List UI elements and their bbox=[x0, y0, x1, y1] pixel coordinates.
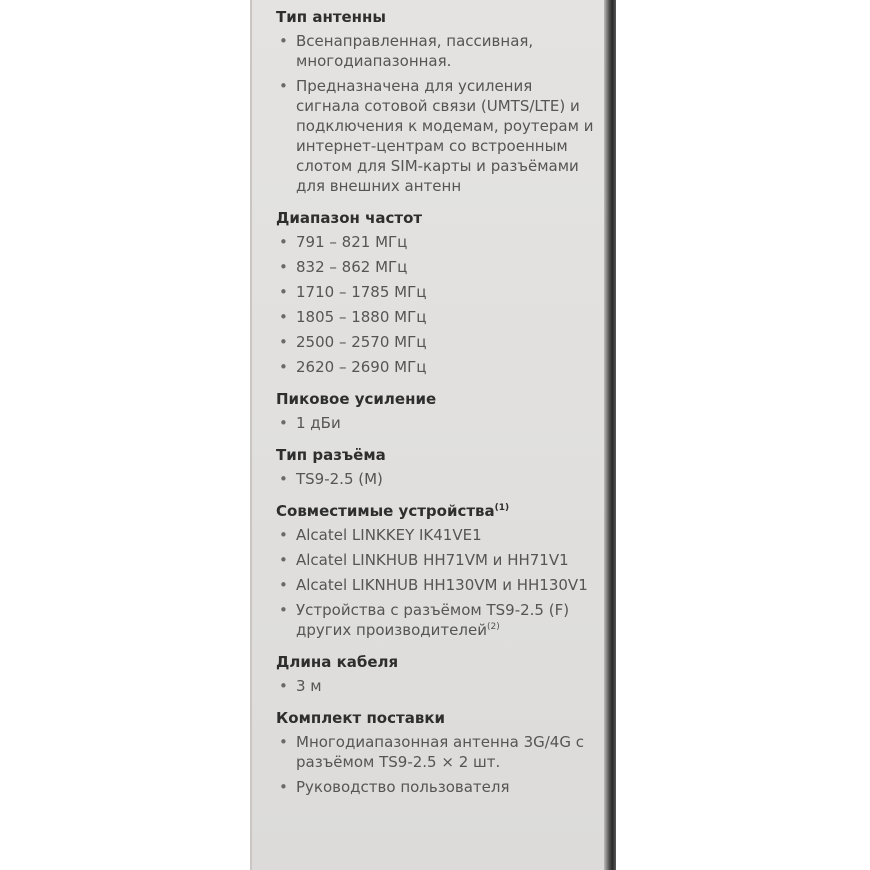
item-text: Руководство пользователя bbox=[296, 778, 510, 796]
bullet-icon: • bbox=[279, 526, 288, 544]
item-text: 832 – 862 МГц bbox=[296, 258, 408, 276]
list-item bbox=[276, 575, 596, 595]
box-corner-edge bbox=[604, 0, 616, 870]
list-item bbox=[276, 469, 596, 489]
list-item bbox=[276, 525, 596, 545]
section-heading: Тип антенны bbox=[276, 8, 386, 26]
section-peak-gain bbox=[276, 390, 596, 433]
list-item bbox=[276, 676, 596, 696]
list-item bbox=[276, 31, 596, 71]
item-text: 1710 – 1785 МГц bbox=[296, 283, 427, 301]
item-text: Устройства с разъёмом TS9-2.5 (F) других производителей bbox=[296, 601, 570, 639]
list-item bbox=[276, 332, 596, 352]
footnote-marker: (2) bbox=[486, 622, 500, 632]
bullet-icon: • bbox=[279, 258, 288, 276]
section-heading: Диапазон частот bbox=[276, 209, 423, 227]
list-item bbox=[276, 76, 596, 196]
item-list bbox=[276, 676, 596, 696]
bullet-icon: • bbox=[279, 77, 288, 95]
bullet-icon: • bbox=[279, 333, 288, 351]
footnote-marker: (1) bbox=[494, 503, 510, 513]
bullet-icon: • bbox=[279, 308, 288, 326]
bullet-icon: • bbox=[279, 32, 288, 50]
list-item bbox=[276, 307, 596, 327]
background bbox=[616, 0, 870, 870]
list-item bbox=[276, 282, 596, 302]
section-heading bbox=[276, 502, 596, 521]
item-text: 2620 – 2690 МГц bbox=[296, 358, 427, 376]
item-text: Всенаправленная, пассивная, многодиапазонная. bbox=[296, 32, 534, 70]
section-heading: Комплект поставки bbox=[276, 709, 446, 727]
bullet-icon: • bbox=[279, 677, 288, 695]
list-item bbox=[276, 232, 596, 252]
item-list bbox=[276, 232, 596, 377]
item-text: Alcatel LINKHUB HH71VM и HH71V1 bbox=[296, 551, 569, 569]
bullet-icon: • bbox=[279, 733, 288, 751]
item-list bbox=[276, 525, 596, 640]
item-text: 1805 – 1880 МГц bbox=[296, 308, 427, 326]
list-item bbox=[276, 600, 596, 640]
section-frequency-range bbox=[276, 209, 596, 377]
list-item bbox=[276, 732, 596, 772]
item-list bbox=[276, 413, 596, 433]
item-text: TS9-2.5 (M) bbox=[296, 470, 383, 488]
bullet-icon: • bbox=[279, 470, 288, 488]
section-package-contents bbox=[276, 709, 596, 797]
heading-text: Совместимые устройства bbox=[276, 502, 495, 520]
bullet-icon: • bbox=[279, 414, 288, 432]
spec-list bbox=[276, 8, 596, 810]
item-text: 3 м bbox=[296, 677, 322, 695]
item-text: Alcatel LIKNHUB HH130VM и HH130V1 bbox=[296, 576, 588, 594]
item-list bbox=[276, 469, 596, 489]
bullet-icon: • bbox=[279, 601, 288, 619]
section-connector-type bbox=[276, 446, 596, 489]
list-item bbox=[276, 257, 596, 277]
bullet-icon: • bbox=[279, 233, 288, 251]
section-cable-length bbox=[276, 653, 596, 696]
bullet-icon: • bbox=[279, 778, 288, 796]
item-text: Alcatel LINKKEY IK41VE1 bbox=[296, 526, 482, 544]
item-text: 791 – 821 МГц bbox=[296, 233, 408, 251]
item-text: Предназначена для усиления сигнала сотовой связи (UMTS/LTE) и подключения к модемам, роутерам и интернет-центрам со встроенным слотом для SIM-карты и разъёмами для внешних антенн bbox=[296, 77, 594, 195]
list-item bbox=[276, 413, 596, 433]
item-text: 1 дБи bbox=[296, 414, 341, 432]
list-item bbox=[276, 550, 596, 570]
item-list bbox=[276, 31, 596, 196]
list-item bbox=[276, 357, 596, 377]
section-antenna-type bbox=[276, 8, 596, 196]
bullet-icon: • bbox=[279, 283, 288, 301]
section-heading: Тип разъёма bbox=[276, 446, 386, 464]
item-text: Многодиапазонная антенна 3G/4G с разъёмом TS9-2.5 × 2 шт. bbox=[296, 733, 584, 771]
item-list bbox=[276, 732, 596, 797]
section-heading: Пиковое усиление bbox=[276, 390, 437, 408]
bullet-icon: • bbox=[279, 551, 288, 569]
bullet-icon: • bbox=[279, 576, 288, 594]
item-text: 2500 – 2570 МГц bbox=[296, 333, 427, 351]
section-compatible-devices bbox=[276, 502, 596, 640]
section-heading: Длина кабеля bbox=[276, 653, 399, 671]
list-item bbox=[276, 777, 596, 797]
bullet-icon: • bbox=[279, 358, 288, 376]
